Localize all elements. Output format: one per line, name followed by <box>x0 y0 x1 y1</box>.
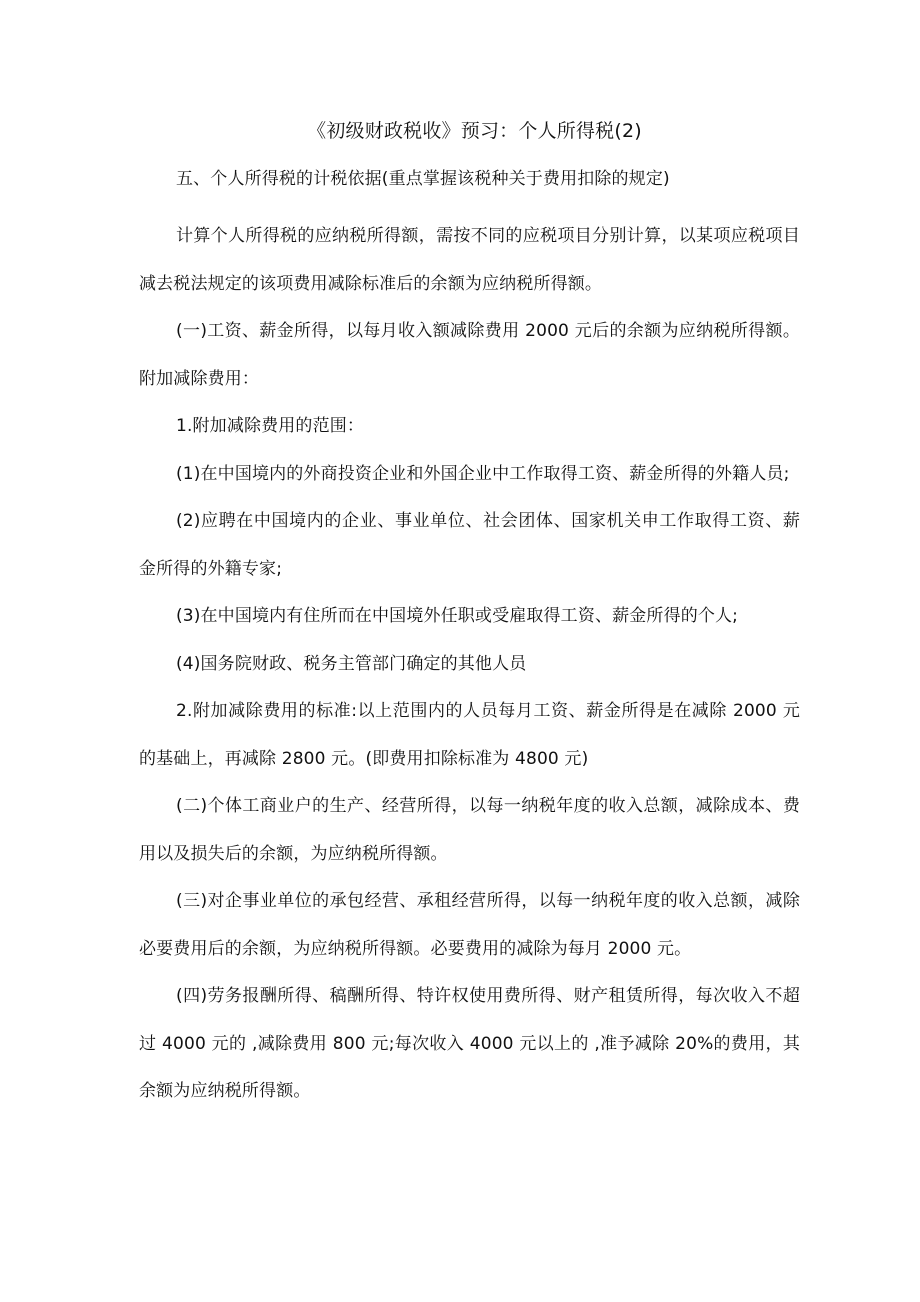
paragraph: (1)在中国境内的外商投资企业和外国企业中工作取得工资、薪金所得的外籍人员; <box>176 463 790 484</box>
paragraph: 计算个人所得税的应纳税所得额，需按不同的应税项目分别计算，以某项应税项目减去税法规定的该项费用减除标准后的余额为应纳税所得额。 <box>139 226 800 294</box>
paragraph: (二)个体工商业户的生产、经营所得，以每一纳税年度的收入总额，减除成本、费用以及损失后的余额，为应纳税所得额。 <box>139 796 800 864</box>
paragraph: (2)应聘在中国境内的企业、事业单位、社会团体、国家机关申工作取得工资、薪金所得的外籍专家; <box>139 511 800 579</box>
paragraph: (3)在中国境内有住所而在中国境外任职或受雇取得工资、薪金所得的个人; <box>176 606 739 626</box>
document-title: 《初级财政税收》预习：个人所得税(2) <box>307 120 642 142</box>
paragraph: (三)对企事业单位的承包经营、承租经营所得，以每一纳税年度的收入总额，减除必要费用后的余额，为应纳税所得额。必要费用的减除为每月 2000 元。 <box>139 891 800 959</box>
paragraph: (四)劳务报酬所得、稿酬所得、特许权使用费所得、财产租赁所得，每次收入不超过 4000 元的 ,减除费用 800 元;每次收入 4000 元以上的 ,准予减除 20%的费用，其余额为应纳税所得额。 <box>139 986 800 1101</box>
paragraph: (4)国务院财政、税务主管部门确定的其他人员 <box>176 653 527 674</box>
paragraph: 1.附加减除费用的范围： <box>176 416 365 436</box>
section-heading: 五、个人所得税的计税依据(重点掌握该税种关于费用扣除的规定) <box>176 169 670 189</box>
paragraph: 2.附加减除费用的标准:以上范围内的人员每月工资、薪金所得是在减除 2000 元的基础上，再减除 2800 元。(即费用扣除标准为 4800 元) <box>139 701 800 769</box>
paragraph: (一)工资、薪金所得，以每月收入额减除费用 2000 元后的余额为应纳税所得额。附加减除费用： <box>139 321 800 389</box>
